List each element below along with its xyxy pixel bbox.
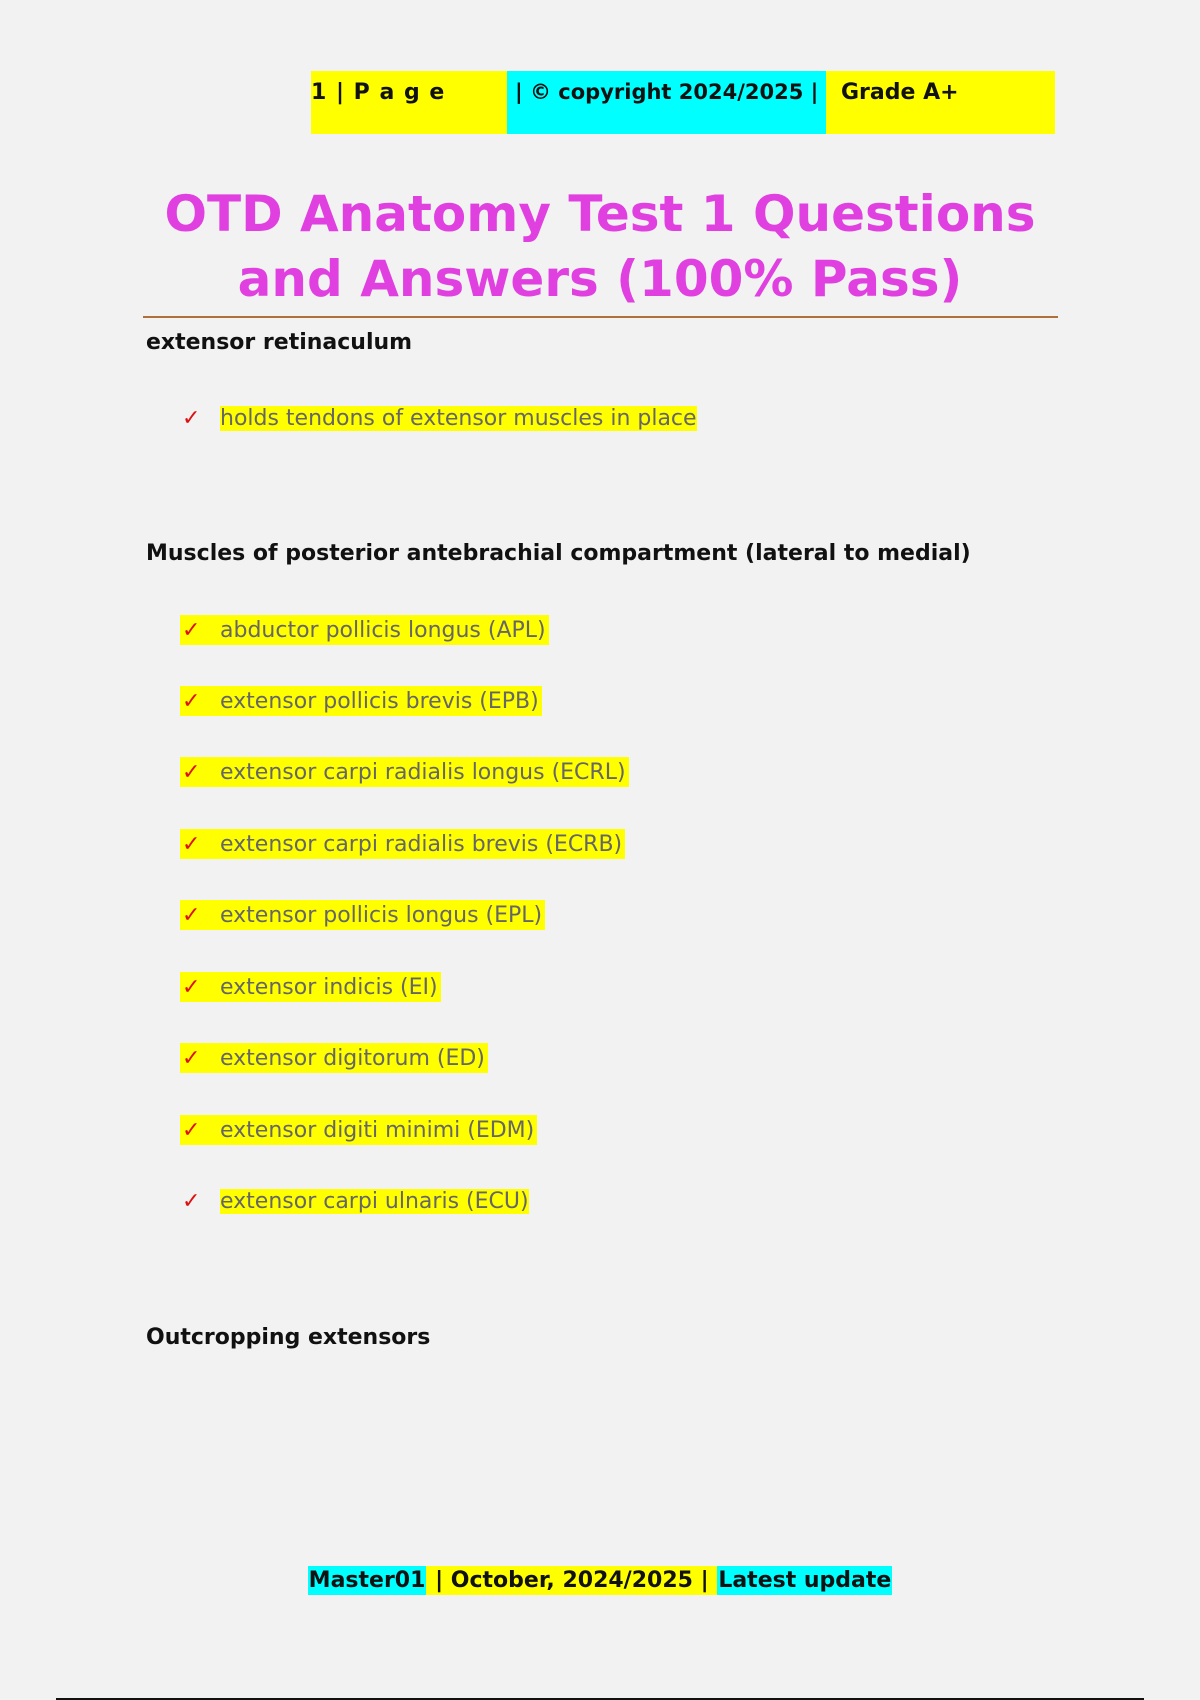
check-icon: ✓	[182, 405, 201, 431]
answer-2-2	[180, 686, 542, 716]
check-icon: ✓	[182, 1045, 201, 1071]
answer-2-8	[180, 1115, 537, 1145]
answer-text: extensor digitorum (ED)	[220, 1045, 485, 1071]
check-icon: ✓	[182, 617, 201, 643]
check-icon: ✓	[182, 831, 201, 857]
answer-2-1	[180, 615, 549, 645]
footer-author: Master01	[308, 1568, 426, 1593]
page-number: 1 | P a g e	[311, 71, 507, 134]
question-3: Outcropping extensors	[146, 1325, 431, 1350]
footer-status: Latest update	[718, 1568, 892, 1593]
title-divider	[143, 316, 1058, 318]
page-header	[311, 71, 1055, 134]
answer-text: extensor indicis (EI)	[220, 974, 438, 1000]
footer-date: | October, 2024/2025 |	[427, 1568, 717, 1593]
check-icon: ✓	[182, 902, 201, 928]
answer-2-9	[180, 1186, 529, 1216]
answer-2-4	[180, 829, 625, 859]
answer-text: extensor digiti minimi (EDM)	[220, 1117, 535, 1143]
page-footer	[0, 1568, 1200, 1593]
answer-2-6	[180, 972, 441, 1002]
document-title: OTD Anatomy Test 1 Questions and Answers (100% Pass)	[164, 185, 1036, 308]
answer-text: holds tendons of extensor muscles in place	[220, 405, 697, 431]
answer-text: extensor pollicis longus (EPL)	[220, 902, 543, 928]
copyright-notice: | © copyright 2024/2025 |	[507, 71, 826, 134]
answer-2-3	[180, 757, 629, 787]
answer-2-5	[180, 900, 545, 930]
answer-1-1	[180, 403, 697, 433]
answer-text: extensor carpi ulnaris (ECU)	[220, 1188, 529, 1214]
grade-label: Grade A+	[826, 71, 1055, 134]
check-icon: ✓	[182, 688, 201, 714]
check-icon: ✓	[182, 759, 201, 785]
check-icon: ✓	[182, 1117, 201, 1143]
check-icon: ✓	[182, 1188, 201, 1214]
answer-text: extensor pollicis brevis (EPB)	[220, 688, 539, 714]
question-2: Muscles of posterior antebrachial compartment (lateral to medial)	[146, 541, 971, 566]
check-icon: ✓	[182, 974, 201, 1000]
answer-text: extensor carpi radialis brevis (ECRB)	[220, 831, 623, 857]
answer-2-7	[180, 1043, 488, 1073]
answer-text: abductor pollicis longus (APL)	[220, 617, 546, 643]
answer-text: extensor carpi radialis longus (ECRL)	[220, 759, 626, 785]
question-1: extensor retinaculum	[146, 330, 413, 355]
